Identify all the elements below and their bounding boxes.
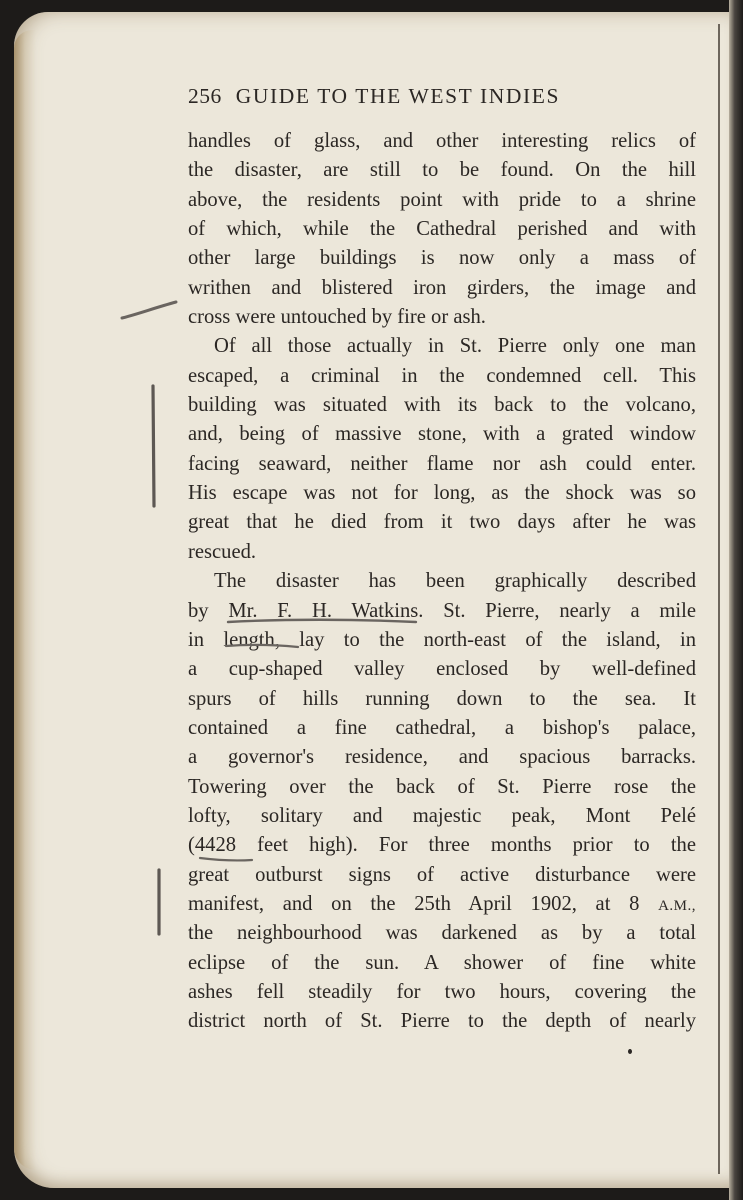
text-line xyxy=(188,890,696,919)
text-line: lofty, solitary and majestic peak, Mont Pelé xyxy=(188,804,696,827)
text-line: (4428 feet high). For three months prior to the xyxy=(188,834,696,857)
text-line: rescued. xyxy=(188,540,257,563)
pencil-underline xyxy=(224,614,420,628)
text-line: spurs of hills running down to the sea. It xyxy=(188,687,696,710)
running-title: GUIDE TO THE WEST INDIES xyxy=(235,84,561,108)
ink-speck xyxy=(628,1049,632,1054)
text-line: by Mr. F. H. Watkins. St. Pierre, nearly a mile xyxy=(188,599,696,622)
time-abbreviation: A.M., xyxy=(658,897,696,914)
pencil-margin-line xyxy=(152,866,166,938)
running-header xyxy=(188,84,658,118)
text-line: ashes fell steadily for two hours, covering the xyxy=(188,980,696,1003)
body-text xyxy=(188,127,696,1037)
text-line: in length, lay to the north-east of the island, in xyxy=(188,628,696,651)
text-line: writhen and blistered iron girders, the image and xyxy=(188,276,696,299)
text-line: other large buildings is now only a mass of xyxy=(188,247,696,270)
pencil-margin-line xyxy=(146,382,160,510)
text-line: above, the residents point with pride to a shrine xyxy=(188,188,696,211)
text-line: district north of St. Pierre to the depth of nearly xyxy=(188,1010,696,1033)
paragraph-start-line: The disaster has been graphically described xyxy=(214,570,696,593)
text-line: Towering over the back of St. Pierre rose the xyxy=(188,775,696,798)
text-line: His escape was not for long, as the shock was so xyxy=(188,482,696,505)
text-line: the disaster, are still to be found. On the hill xyxy=(188,159,696,182)
text-line: the neighbourhood was darkened as by a total xyxy=(188,922,696,945)
text-line: and, being of massive stone, with a grated window xyxy=(188,423,696,446)
line-text: manifest, and on the 25th April 1902, at 8 xyxy=(188,892,659,915)
text-line: contained a fine cathedral, a bishop's palace, xyxy=(188,716,696,739)
text-line: cross were untouched by fire or ash. xyxy=(188,306,486,329)
text-line: great outburst signs of active disturbance were xyxy=(188,863,696,886)
page-number: 256 xyxy=(188,84,222,108)
text-line: a governor's residence, and spacious barracks. xyxy=(188,746,696,769)
text-line: of which, while the Cathedral perished and with xyxy=(188,218,696,241)
page-edge-shadow xyxy=(14,30,36,1170)
text-line: escaped, a criminal in the condemned cell. This xyxy=(188,364,696,387)
paragraph-start-line: Of all those actually in St. Pierre only one man xyxy=(214,335,696,358)
text-line: great that he died from it two days after he was xyxy=(188,511,696,534)
pencil-underline xyxy=(196,852,256,866)
text-line: eclipse of the sun. A shower of fine white xyxy=(188,951,696,974)
gutter-line xyxy=(718,24,720,1174)
text-line: a cup-shaped valley enclosed by well-defined xyxy=(188,658,696,681)
text-line: facing seaward, neither flame nor ash could enter. xyxy=(188,452,696,475)
pencil-underline xyxy=(222,640,302,652)
pencil-tick-mark xyxy=(118,296,180,322)
text-line: handles of glass, and other interesting relics of xyxy=(188,130,696,152)
text-line: building was situated with its back to the volcano, xyxy=(188,394,696,417)
book-gutter xyxy=(729,0,743,1200)
